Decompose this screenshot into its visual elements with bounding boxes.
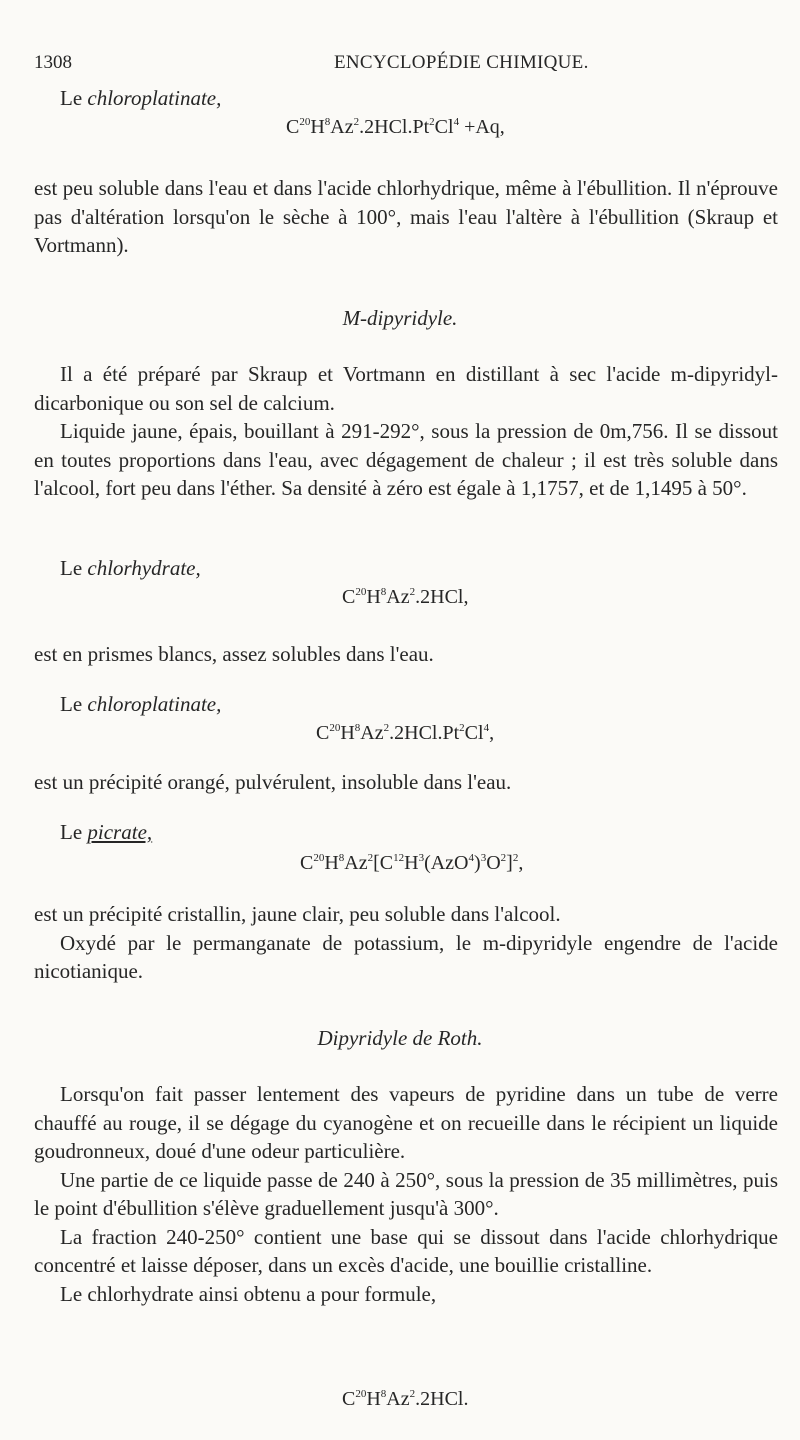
page-number: 1308 [34,52,72,73]
term-chlorhydrate: chlorhydrate, [87,556,201,580]
formula-chloroplatinate-2: $C^{20}H^8Az^2.2HCl.Pt^2Cl^4$, [316,722,495,744]
formula-chlorhydrate-roth: $C^{20}H^8Az^2.2HCl$. [342,1388,469,1410]
paragraph: Lorsqu'on fait passer lentement des vapeurs de pyridine dans un tube de verre chauffé au rouge, il se dégage du cyanogène et on recueille dans le récipient un liquide goudronneux, doué d'une odeur particulière. Une partie de ce liquide passe de 240 à 250°, sous la pression de 35 millimètres, puis le point d'ébullition s'élève graduellement jusqu'à 300°. La fraction 240-250° contient une base qui se dissout dans l'acide chlorhydrique concentré et laisse déposer, dans un excès d'acide, une bouillie cristalline. Le chlorhydrate ainsi obtenu a pour formule, [34,1082,778,1306]
paragraph: est un précipité cristallin, jaune clair, peu soluble dans l'alcool. Oxydé par le permanganate de potassium, le m-dipyridyle engendre de l'acide nicotianique. [34,902,778,983]
chloroplatinate-label-2: Le chloroplatinate, [60,692,222,716]
paragraph: Il a été préparé par Skraup et Vortmann en distillant à sec l'acide m-dipyridyl-dicarbonique ou son sel de calcium. Liquide jaune, épais, bouillant à 291-292°, sous la pression de 0m,756. Il se dissout en toutes proportions dans l'eau, avec dégagement de chaleur ; il est très soluble dans l'alcool, fort peu dans l'éther. Sa densité à zéro est égale à 1,1757, et de 1,1495 à 50°. [34,362,778,500]
formula-picrate: $C^{20}H^8Az^2[C^{12}H^3(AzO^4)^3O^2]^2$, [300,852,524,874]
formula-chlorhydrate: $C^{20}H^8Az^2.2HCl$, [342,586,469,608]
page-header [34,52,770,78]
picrate-label: Le picrate, [60,820,153,844]
paragraph: est un précipité orangé, pulvérulent, insoluble dans l'eau. [34,770,512,794]
paragraph: est en prismes blancs, assez solubles dans l'eau. [34,642,434,666]
chlorhydrate-label: Le chlorhydrate, [60,556,201,580]
term-chloroplatinate: chloroplatinate, [87,692,222,716]
formula-chloroplatinate-1: $C^{20}H^8Az^2.2HCl.Pt^2Cl^4 +Aq$, [286,116,505,138]
term-picrate: picrate, [87,820,153,844]
section-heading-m-dipyridyle: M-dipyridyle. [342,306,458,330]
section-heading-dipyridyle-de-roth: Dipyridyle de Roth. [317,1026,483,1050]
running-title: ENCYCLOPÉDIE CHIMIQUE. [334,52,589,73]
paragraph: est peu soluble dans l'eau et dans l'acide chlorhydrique, même à l'ébullition. Il n'éprouve pas d'altération lorsqu'on le sèche à 100°, mais l'eau l'altère à l'ébullition (Skraup et Vortmann). [34,176,778,257]
term-chloroplatinate: chloroplatinate, [87,86,222,110]
chloroplatinate-label-1: Le chloroplatinate, [60,86,222,110]
